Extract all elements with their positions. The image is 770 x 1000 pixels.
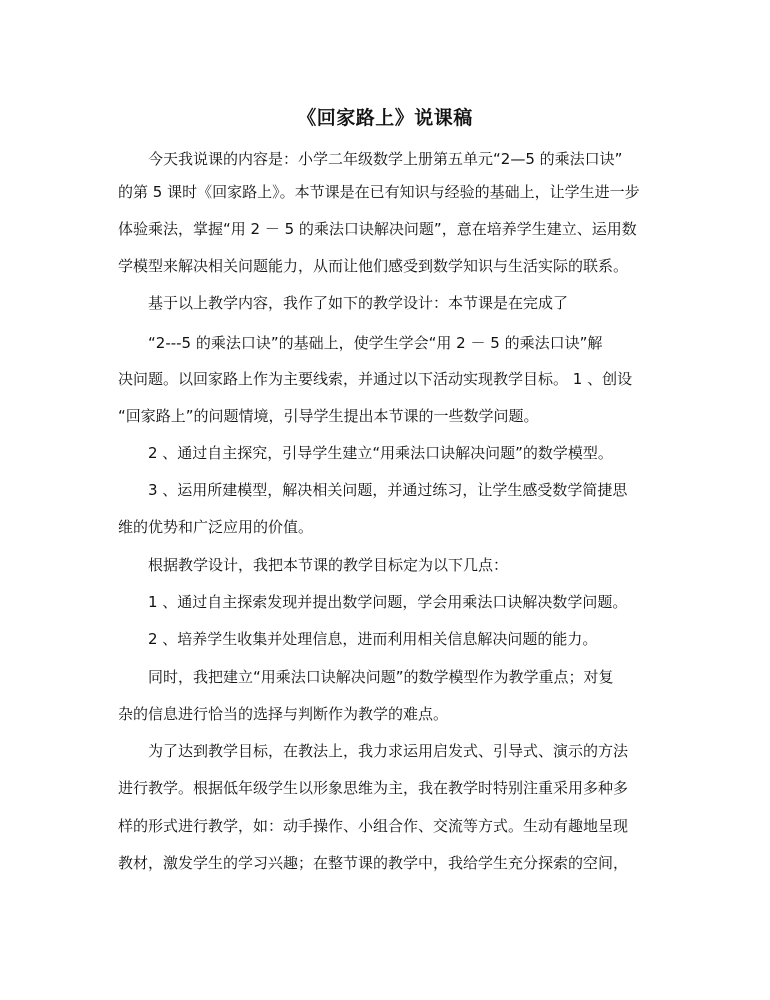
- text-line-15: 同时，我把建立“用乘法口诀解决问题”的数学模型作为教学重点；对复: [148, 668, 614, 686]
- text-line-17: 为了达到教学目标，在教法上，我力求运用启发式、引导式、演示的方法: [148, 742, 629, 760]
- text-line-18: 进行教学。根据低年级学生以形象思维为主，我在教学时特别注重采用多种多: [118, 779, 629, 797]
- text-line-10: 3 、运用所建模型，解决相关问题，并通过练习，让学生感受数学简捷思: [148, 481, 628, 499]
- text-line-7: 决问题。以回家路上作为主要线索，并通过以下活动实现教学目标。 1 、创设: [118, 370, 633, 388]
- text-line-9: 2 、通过自主探究，引导学生建立“用乘法口诀解决问题”的数学模型。: [148, 444, 613, 462]
- text-line-14: 2 、培养学生收集并处理信息，进而利用相关信息解决问题的能力。: [148, 630, 598, 648]
- text-line-8: “回家路上”的问题情境，引导学生提出本节课的一些数学问题。: [118, 407, 539, 425]
- text-line-20: 教材，激发学生的学习兴趣；在整节课的教学中，我给学生充分探索的空间，: [118, 854, 629, 872]
- text-line-19: 样的形式进行教学，如：动手操作、小组合作、交流等方式。生动有趣地呈现: [118, 817, 629, 835]
- text-line-5: 基于以上教学内容，我作了如下的教学设计：本节课是在完成了: [148, 294, 569, 312]
- text-line-3: 体验乘法，掌握“用 2 － 5 的乘法口诀解决问题”，意在培养学生建立、运用数: [118, 220, 637, 238]
- text-line-16: 杂的信息进行恰当的选择与判断作为教学的难点。: [118, 705, 449, 723]
- text-line-12: 根据教学设计，我把本节课的教学目标定为以下几点：: [148, 556, 509, 574]
- text-line-13: 1 、通过自主探索发现并提出数学问题，学会用乘法口诀解决数学问题。: [148, 593, 628, 611]
- text-line-4: 学模型来解决相关问题能力，从而让他们感受到数学知识与生活实际的联系。: [118, 257, 629, 275]
- text-line-6: “2---5 的乘法口诀”的基础上，使学生学会“用 2 － 5 的乘法口诀”解: [148, 334, 603, 352]
- text-line-1: 今天我说课的内容是：小学二年级数学上册第五单元“2—5 的乘法口诀”: [148, 150, 623, 168]
- document-title: 《回家路上》说课稿: [297, 107, 473, 129]
- text-line-11: 维的优势和广泛应用的价值。: [118, 518, 314, 536]
- text-line-2: 的第 5 课时《回家路上》。本节课是在已有知识与经验的基础上，让学生进一步: [118, 183, 640, 201]
